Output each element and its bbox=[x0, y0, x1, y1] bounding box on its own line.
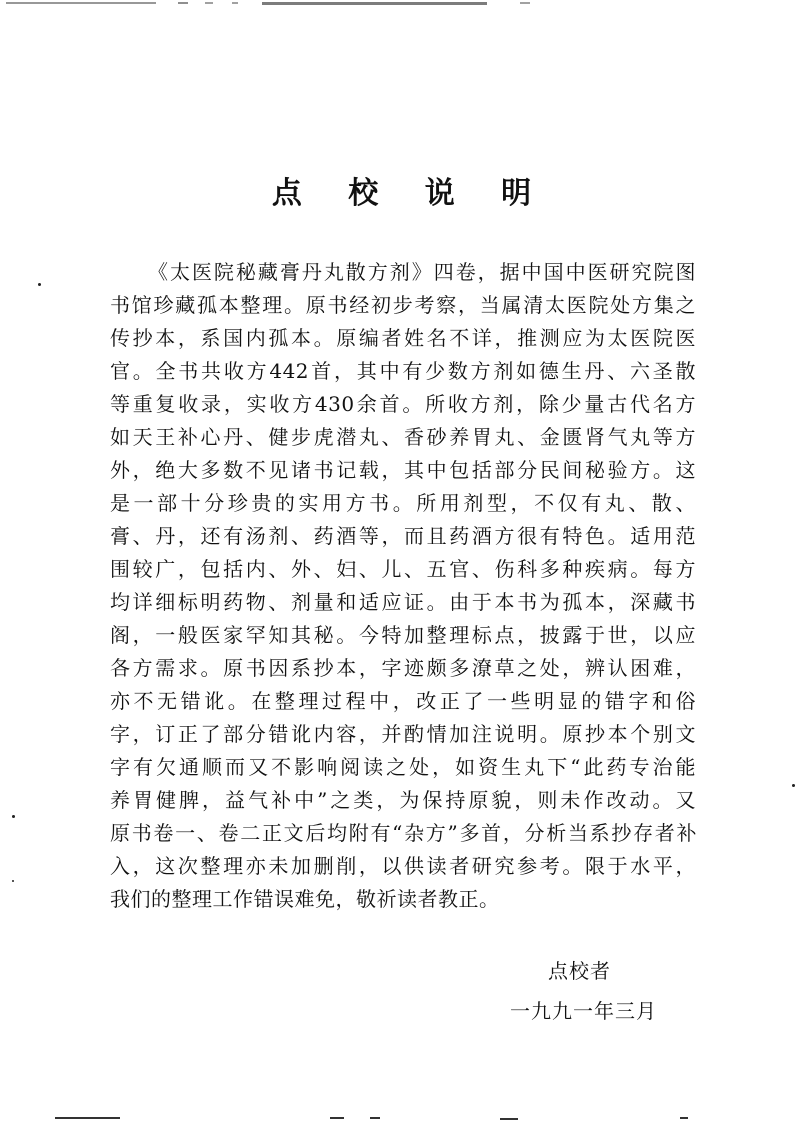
speck-mark bbox=[12, 880, 14, 882]
text-line: 膏、丹，还有汤剂、药酒等，而且药酒方很有特色。适用范 bbox=[110, 524, 696, 548]
speck-mark bbox=[38, 283, 41, 286]
text-line: 均详细标明药物、剂量和适应证。由于本书为孤本，深藏书 bbox=[110, 590, 696, 614]
body-paragraph bbox=[110, 256, 696, 916]
text-line: 养胃健脾，益气补中”之类，为保持原貌，则未作改动。又 bbox=[110, 788, 696, 812]
text-line: 传抄本，系国内孤本。原编者姓名不详，推测应为太医院医 bbox=[110, 326, 696, 350]
text-line: 入，这次整理亦未加删削，以供读者研究参考。限于水平， bbox=[110, 854, 696, 878]
text-line: 官。全书共收方442首，其中有少数方剂如德生丹、六圣散 bbox=[110, 359, 696, 383]
text-line: 字有欠通顺而又不影响阅读之处，如资生丸下“此药专治能 bbox=[110, 755, 696, 779]
page-title: 点 校 说 明 bbox=[271, 176, 550, 211]
text-line: 如天王补心丹、健步虎潜丸、香砂养胃丸、金匮肾气丸等方 bbox=[110, 425, 696, 449]
text-line: 原书卷一、卷二正文后均附有“杂方”多首，分析当系抄存者补 bbox=[110, 821, 696, 845]
text-line: 《太医院秘藏膏丹丸散方剂》四卷，据中国中医研究院图 bbox=[148, 260, 696, 284]
text-line: 外，绝大多数不见诸书记载，其中包括部分民间秘验方。这 bbox=[110, 458, 696, 482]
text-line: 各方需求。原书因系抄本，字迹颇多潦草之处，辨认困难， bbox=[110, 656, 696, 680]
text-line: 字，订正了部分错讹内容，并酌情加注说明。原抄本个别文 bbox=[110, 722, 696, 746]
text-line: 亦不无错讹。在整理过程中，改正了一些明显的错字和俗 bbox=[110, 689, 696, 713]
text-line: 阁，一般医家罕知其秘。今特加整理标点，披露于世，以应 bbox=[110, 623, 696, 647]
speck-mark bbox=[792, 784, 795, 787]
signature-role: 点校者 bbox=[548, 959, 611, 983]
speck-mark bbox=[12, 815, 15, 818]
scan-artifact-top bbox=[0, 0, 803, 8]
text-line: 是一部十分珍贵的实用方书。所用剂型，不仅有丸、散、 bbox=[110, 491, 696, 515]
signature-date: 一九九一年三月 bbox=[510, 999, 657, 1023]
text-line: 书馆珍藏孤本整理。原书经初步考察，当属清太医院处方集之 bbox=[110, 293, 696, 317]
text-line: 等重复收录，实收方430余首。所收方剂，除少量古代名方 bbox=[110, 392, 696, 416]
text-line: 围较广，包括内、外、妇、儿、五官、伤科多种疾病。每方 bbox=[110, 557, 696, 581]
text-line: 我们的整理工作错误难免，敬祈读者教正。 bbox=[110, 887, 500, 911]
